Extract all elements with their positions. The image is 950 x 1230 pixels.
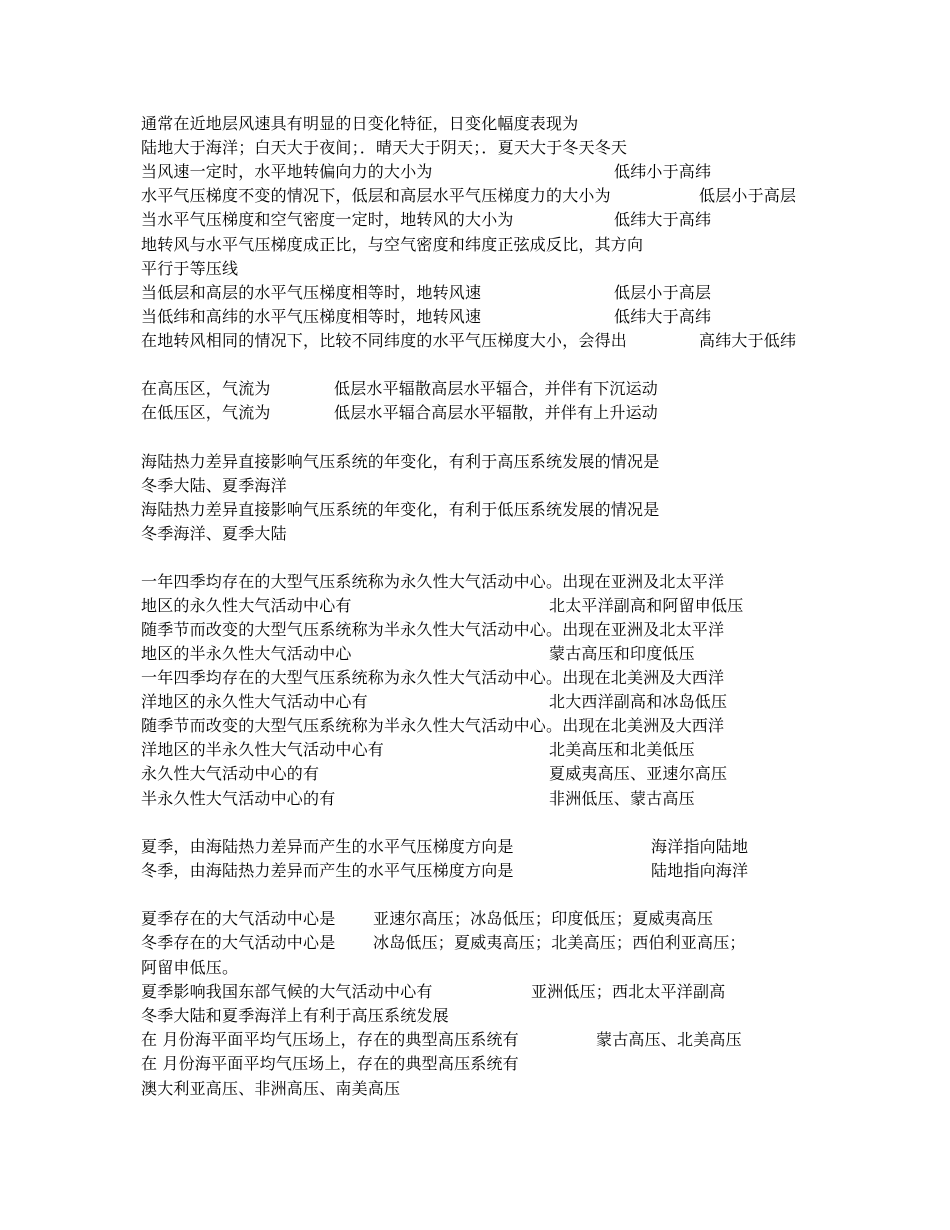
line-text: 地转风与水平气压梯度成正比，与空气密度和纬度正弦成反比，其方向 (141, 235, 644, 254)
line-text: 当低纬和高纬的水平气压梯度相等时，地转风速 (141, 307, 482, 326)
line-text: 陆地大于海洋；白天大于夜间；．晴天大于阴天；．夏天大于冬天冬天 (141, 138, 628, 157)
line-text: 夏季影响我国东部气候的大气活动中心有 (141, 982, 433, 1001)
answer-text: 低层水平辐合高层水平辐散，并伴有上升运动 (334, 403, 659, 422)
line-text: 冬季大陆、夏季海洋 (141, 476, 287, 495)
answer-text: 低纬小于高纬 (614, 162, 712, 181)
line-text: 冬季大陆和夏季海洋上有利于高压系统发展 (141, 1006, 449, 1025)
line-text: 在低压区，气流为 (141, 403, 271, 422)
line-text: 在高压区，气流为 (141, 379, 271, 398)
line-text: 一年四季均存在的大型气压系统称为永久性大气活动中心。出现在北美洲及大西洋 (141, 668, 725, 687)
line-text: 水平气压梯度不变的情况下，低层和高层水平气压梯度力的大小为 (141, 186, 611, 205)
answer-text: 低层小于高层 (614, 283, 712, 302)
line-text: 海陆热力差异直接影响气压系统的年变化，有利于高压系统发展的情况是 (141, 452, 660, 471)
line-text: 在地转风相同的情况下，比较不同纬度的水平气压梯度大小，会得出 (141, 331, 628, 350)
answer-text: 低层小于高层 (699, 186, 797, 205)
line-text: 当风速一定时，水平地转偏向力的大小为 (141, 162, 433, 181)
answer-text: 非洲低压、蒙古高压 (549, 789, 695, 808)
line-text: 洋地区的半永久性大气活动中心有 (141, 740, 385, 759)
line-text: 在 月份海平面平均气压场上，存在的典型高压系统有 (141, 1054, 519, 1073)
answer-text: 亚速尔高压；冰岛低压；印度低压；夏威夷高压 (373, 909, 714, 928)
answer-text: 蒙古高压和印度低压 (549, 644, 695, 663)
line-text: 阿留申低压。 (141, 958, 239, 977)
answer-text: 高纬大于低纬 (699, 331, 797, 350)
answer-text: 低层水平辐散高层水平辐合，并伴有下沉运动 (334, 379, 659, 398)
line-text: 当低层和高层的水平气压梯度相等时，地转风速 (141, 283, 482, 302)
answer-text: 低纬大于高纬 (614, 210, 712, 229)
answer-text: 低纬大于高纬 (614, 307, 712, 326)
answer-text: 北美高压和北美低压 (549, 740, 695, 759)
line-text: 一年四季均存在的大型气压系统称为永久性大气活动中心。出现在亚洲及北太平洋 (141, 572, 725, 591)
line-text: 夏季，由海陆热力差异而产生的水平气压梯度方向是 (141, 837, 514, 856)
line-text: 通常在近地层风速具有明显的日变化特征，日变化幅度表现为 (141, 114, 579, 133)
line-text: 冬季，由海陆热力差异而产生的水平气压梯度方向是 (141, 861, 514, 880)
answer-text: 海洋指向陆地 (651, 837, 749, 856)
line-text: 随季节而改变的大型气压系统称为半永久性大气活动中心。出现在北美洲及大西洋 (141, 716, 725, 735)
line-text: 平行于等压线 (141, 259, 239, 278)
line-text: 当水平气压梯度和空气密度一定时，地转风的大小为 (141, 210, 514, 229)
line-text: 澳大利亚高压、非洲高压、南美高压 (141, 1079, 401, 1098)
answer-text: 蒙古高压、北美高压 (596, 1030, 742, 1049)
line-text: 冬季海洋、夏季大陆 (141, 524, 287, 543)
answer-text: 冰岛低压；夏威夷高压；北美高压；西伯利亚高压； (373, 933, 746, 952)
answer-text: 夏威夷高压、亚速尔高压 (549, 764, 728, 783)
line-text: 半永久性大气活动中心的有 (141, 789, 336, 808)
line-text: 夏季存在的大气活动中心是 (141, 909, 336, 928)
line-text: 在 月份海平面平均气压场上，存在的典型高压系统有 (141, 1030, 519, 1049)
answer-text: 北大西洋副高和冰岛低压 (549, 692, 728, 711)
answer-text: 陆地指向海洋 (651, 861, 749, 880)
line-text: 海陆热力差异直接影响气压系统的年变化，有利于低压系统发展的情况是 (141, 500, 660, 519)
line-text: 地区的永久性大气活动中心有 (141, 596, 352, 615)
answer-text: 北太平洋副高和阿留申低压 (549, 596, 744, 615)
line-text: 冬季存在的大气活动中心是 (141, 933, 336, 952)
line-text: 永久性大气活动中心的有 (141, 764, 320, 783)
line-text: 洋地区的永久性大气活动中心有 (141, 692, 368, 711)
line-text: 地区的半永久性大气活动中心 (141, 644, 352, 663)
line-text: 随季节而改变的大型气压系统称为半永久性大气活动中心。出现在亚洲及北太平洋 (141, 620, 725, 639)
answer-text: 亚洲低压；西北太平洋副高 (531, 982, 726, 1001)
